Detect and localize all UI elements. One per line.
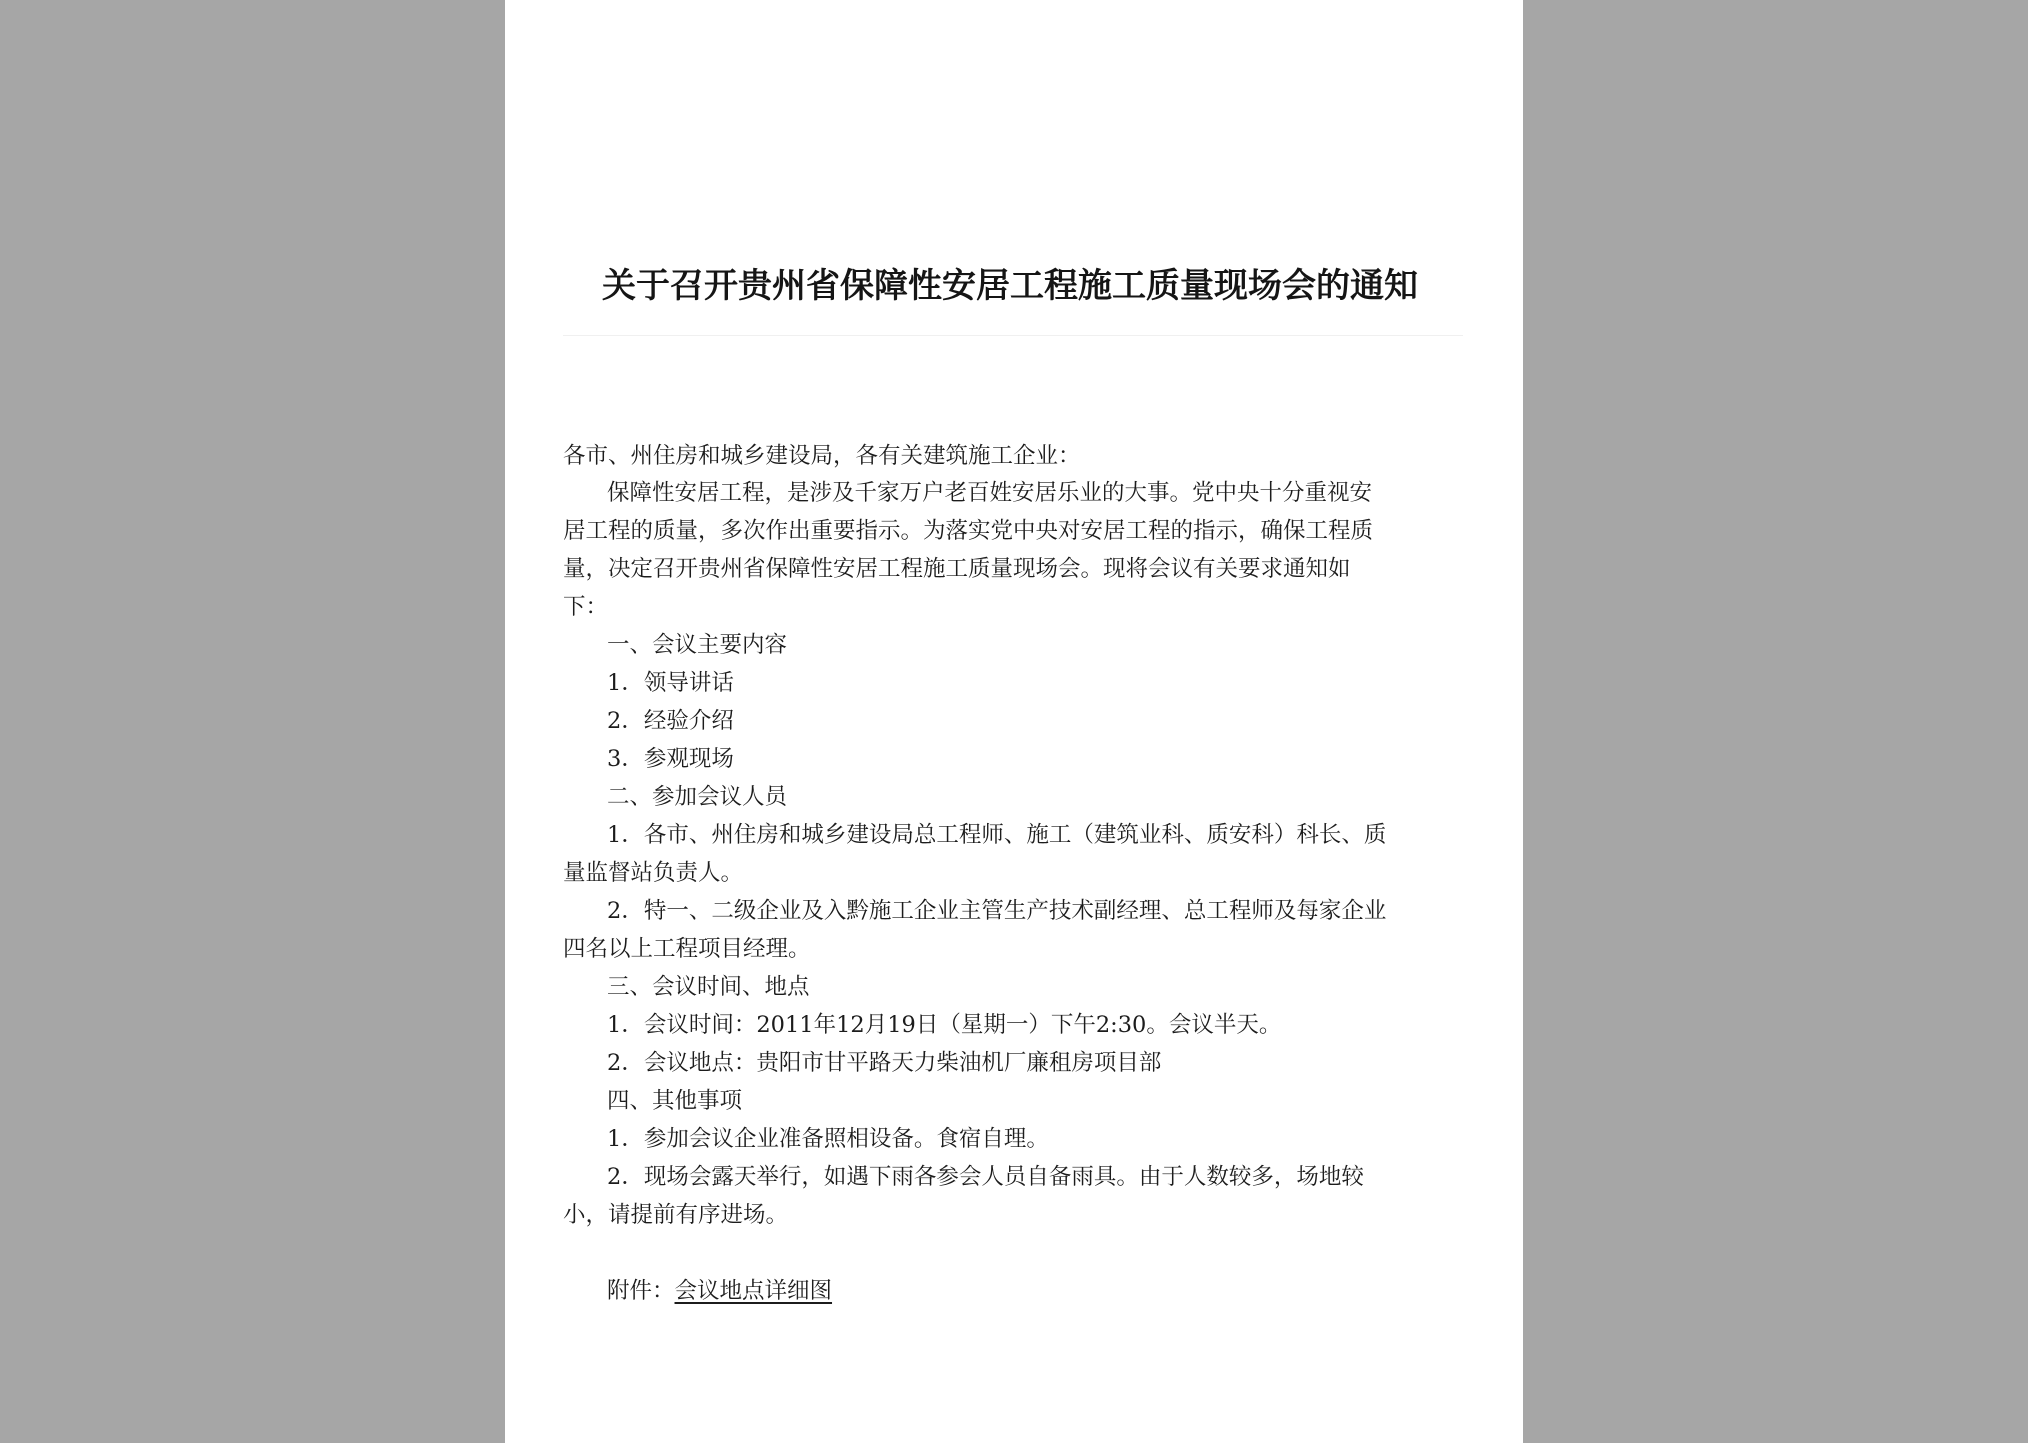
title-divider (563, 335, 1463, 336)
section1-item-3: 3．参观现场 (607, 746, 734, 772)
section1-item-2: 2．经验介绍 (607, 708, 734, 734)
intro-line-2: 居工程的质量，多次作出重要指示。为落实党中央对安居工程的指示，确保工程质 (563, 518, 1374, 544)
section3-item-2: 2．会议地点：贵阳市甘平路天力柴油机厂廉租房项目部 (607, 1050, 1162, 1076)
attachment-label: 附件： (607, 1278, 675, 1304)
section3-item-1: 1．会议时间：2011年12月19日（星期一）下午2:30。会议半天。 (607, 1012, 1282, 1038)
section2-item2-line2: 四名以上工程项目经理。 (563, 936, 811, 962)
salutation: 各市、州住房和城乡建设局，各有关建筑施工企业： (563, 443, 1081, 469)
section4-item2-line2: 小，请提前有序进场。 (563, 1202, 789, 1228)
section3-heading: 三、会议时间、地点 (607, 974, 810, 1000)
document-title: 关于召开贵州省保障性安居工程施工质量现场会的通知 (602, 266, 1418, 306)
attachment-link[interactable]: 会议地点详细图 (674, 1278, 833, 1304)
document-page (505, 0, 1523, 1443)
intro-line-1: 保障性安居工程，是涉及千家万户老百姓安居乐业的大事。党中央十分重视安 (607, 480, 1373, 506)
section2-item1-line1: 1．各市、州住房和城乡建设局总工程师、施工（建筑业科、质安科）科长、质 (607, 822, 1387, 848)
attachment-line (607, 1276, 832, 1306)
section4-item2-line1: 2．现场会露天举行，如遇下雨各参会人员自备雨具。由于人数较多，场地较 (607, 1164, 1364, 1190)
section1-item-1: 1．领导讲话 (607, 670, 734, 696)
intro-line-3: 量，决定召开贵州省保障性安居工程施工质量现场会。现将会议有关要求通知如 (563, 556, 1351, 582)
section4-item-1: 1．参加会议企业准备照相设备。食宿自理。 (607, 1126, 1049, 1152)
section2-heading: 二、参加会议人员 (607, 784, 788, 810)
section2-item2-line1: 2．特一、二级企业及入黔施工企业主管生产技术副经理、总工程师及每家企业 (607, 898, 1387, 924)
section4-heading: 四、其他事项 (607, 1088, 743, 1114)
section1-heading: 一、会议主要内容 (607, 632, 788, 658)
intro-line-4: 下： (563, 594, 609, 620)
section2-item1-line2: 量监督站负责人。 (563, 860, 744, 886)
